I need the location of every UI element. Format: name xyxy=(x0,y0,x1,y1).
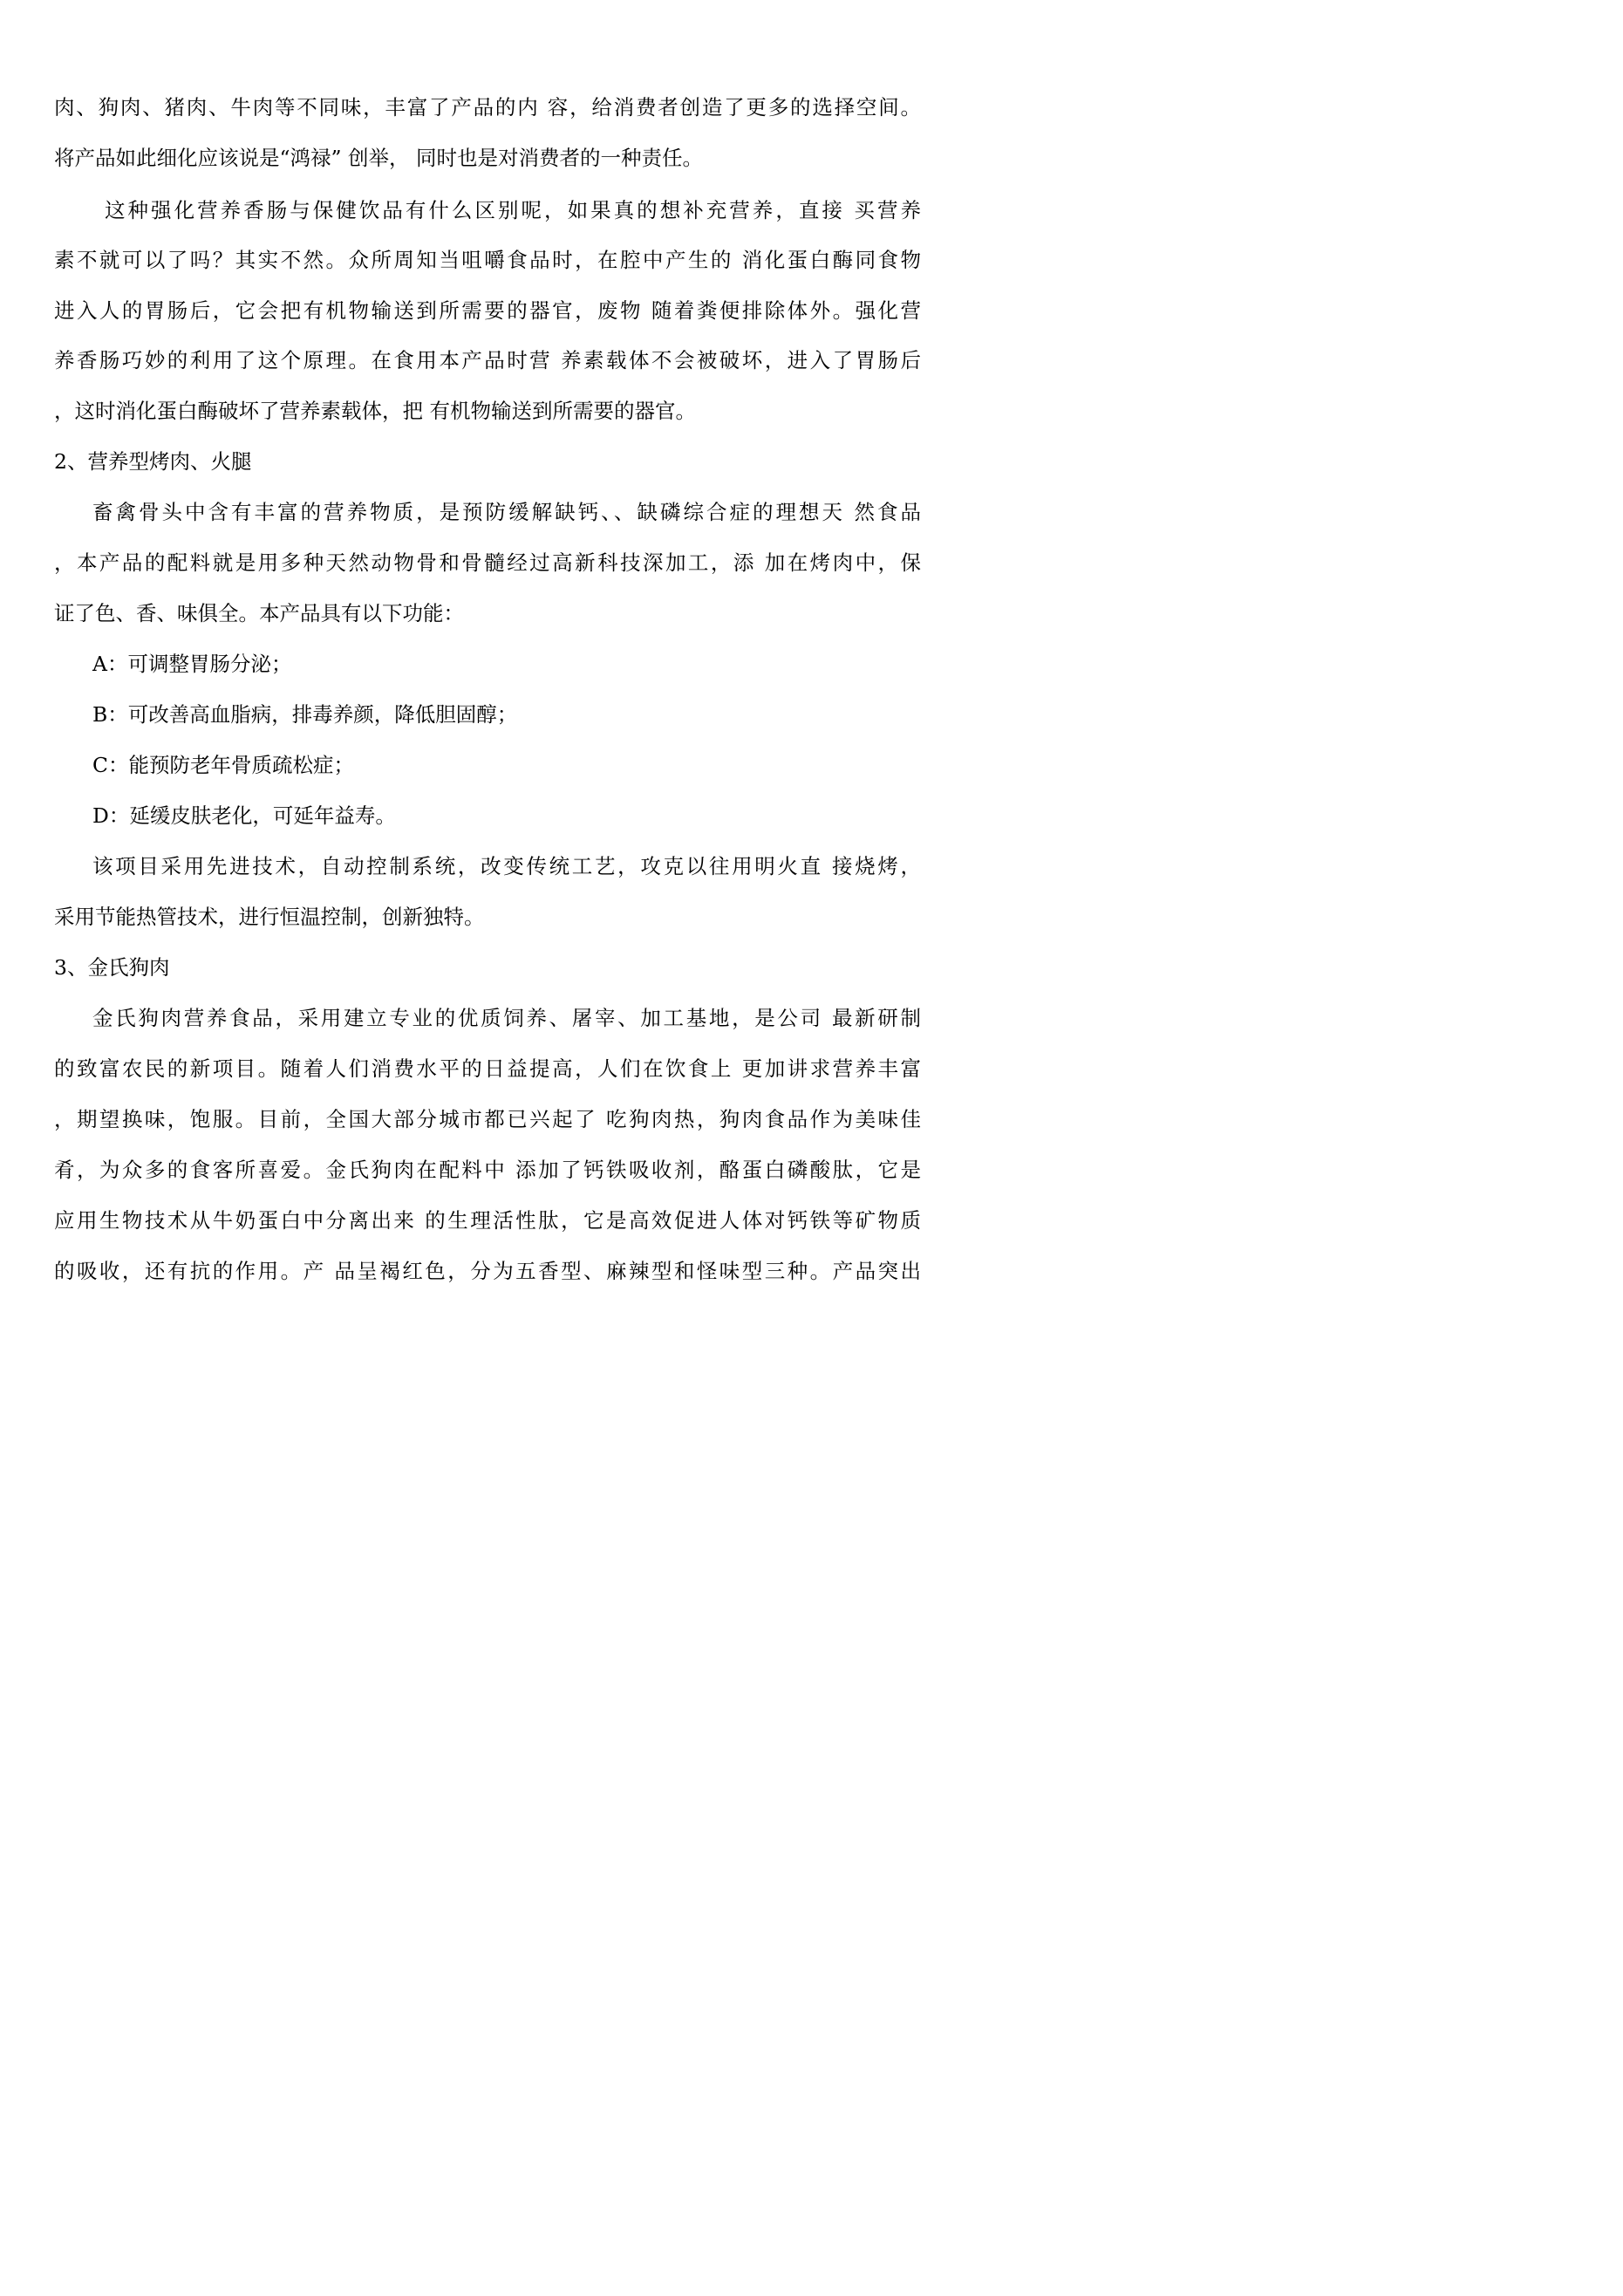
text-line: 证了色、香、味俱全。本产品具有以下功能： xyxy=(54,601,464,625)
paragraph-first-line: 金氏狗肉营养食品，采用建立专业的优质饲养、屠宰、加工基地，是公司 最新研制 xyxy=(92,1006,921,1030)
text-line: 应用生物技术从牛奶蛋白中分离出来 的生理活性肽，它是高效促进人体对钙铁等矿物质 xyxy=(54,1208,921,1233)
text-line: ，期望换味，饱服。目前，全国大部分城市都已兴起了 吃狗肉热，狗肉食品作为美味佳 xyxy=(54,1107,921,1131)
text-line: 将产品如此细化应该说是“鸿禄” 创举， 同时也是对消费者的一种责任。 xyxy=(54,146,703,170)
section-heading: 2、营养型烤肉、火腿 xyxy=(54,449,252,474)
paragraph-first-line: 畜禽骨头中含有丰富的营养物质，是预防缓解缺钙、、缺磷综合症的理想天 然食品 xyxy=(92,500,921,524)
text-line: 进入人的胃肠后，它会把有机物输送到所需要的器官，废物 随着粪便排除体外。强化营 xyxy=(54,298,921,323)
text-line: 肴，为众多的食客所喜爱。金氏狗肉在配料中 添加了钙铁吸收剂，酪蛋白磷酸肽，它是 xyxy=(54,1158,921,1182)
text-line: 养香肠巧妙的利用了这个原理。在食用本产品时营 养素载体不会被破坏，进入了胃肠后 xyxy=(54,348,921,372)
text-line: ，本产品的配料就是用多种天然动物骨和骨髓经过高新科技深加工，添 加在烤肉中，保 xyxy=(54,550,921,575)
list-item: C：能预防老年骨质疏松症； xyxy=(92,753,354,777)
list-item: A：可调整胃肠分泌； xyxy=(92,652,292,676)
document-page xyxy=(0,0,973,1377)
text-line: 采用节能热管技术，进行恒温控制，创新独特。 xyxy=(54,905,485,929)
paragraph-first-line: 该项目采用先进技术，自动控制系统，改变传统工艺，攻克以往用明火直 接烧烤， xyxy=(92,854,921,878)
list-item: D：延缓皮肤老化，可延年益寿。 xyxy=(92,803,396,828)
list-item: B：可改善高血脂病，排毒养颜，降低胆固醇； xyxy=(92,702,518,727)
text-line: ，这时消化蛋白酶破坏了营养素载体，把 有机物输送到所需要的器官。 xyxy=(54,399,696,423)
text-line: 素不就可以了吗？其实不然。众所周知当咀嚼食品时，在腔中产生的 消化蛋白酶同食物 xyxy=(54,248,921,272)
text-line: 肉、狗肉、猪肉、牛肉等不同味，丰富了产品的内 容，给消费者创造了更多的选择空间。 xyxy=(54,95,921,120)
text-line: 的吸收，还有抗的作用。产 品呈褐红色，分为五香型、麻辣型和怪味型三种。产品突出 xyxy=(54,1259,921,1283)
text-line: 的致富农民的新项目。随着人们消费水平的日益提高，人们在饮食上 更加讲求营养丰富 xyxy=(54,1056,921,1081)
paragraph-first-line: 这种强化营养香肠与保健饮品有什么区别呢，如果真的想补充营养，直接 买营养 xyxy=(105,198,921,222)
section-heading: 3、金氏狗肉 xyxy=(54,955,170,980)
